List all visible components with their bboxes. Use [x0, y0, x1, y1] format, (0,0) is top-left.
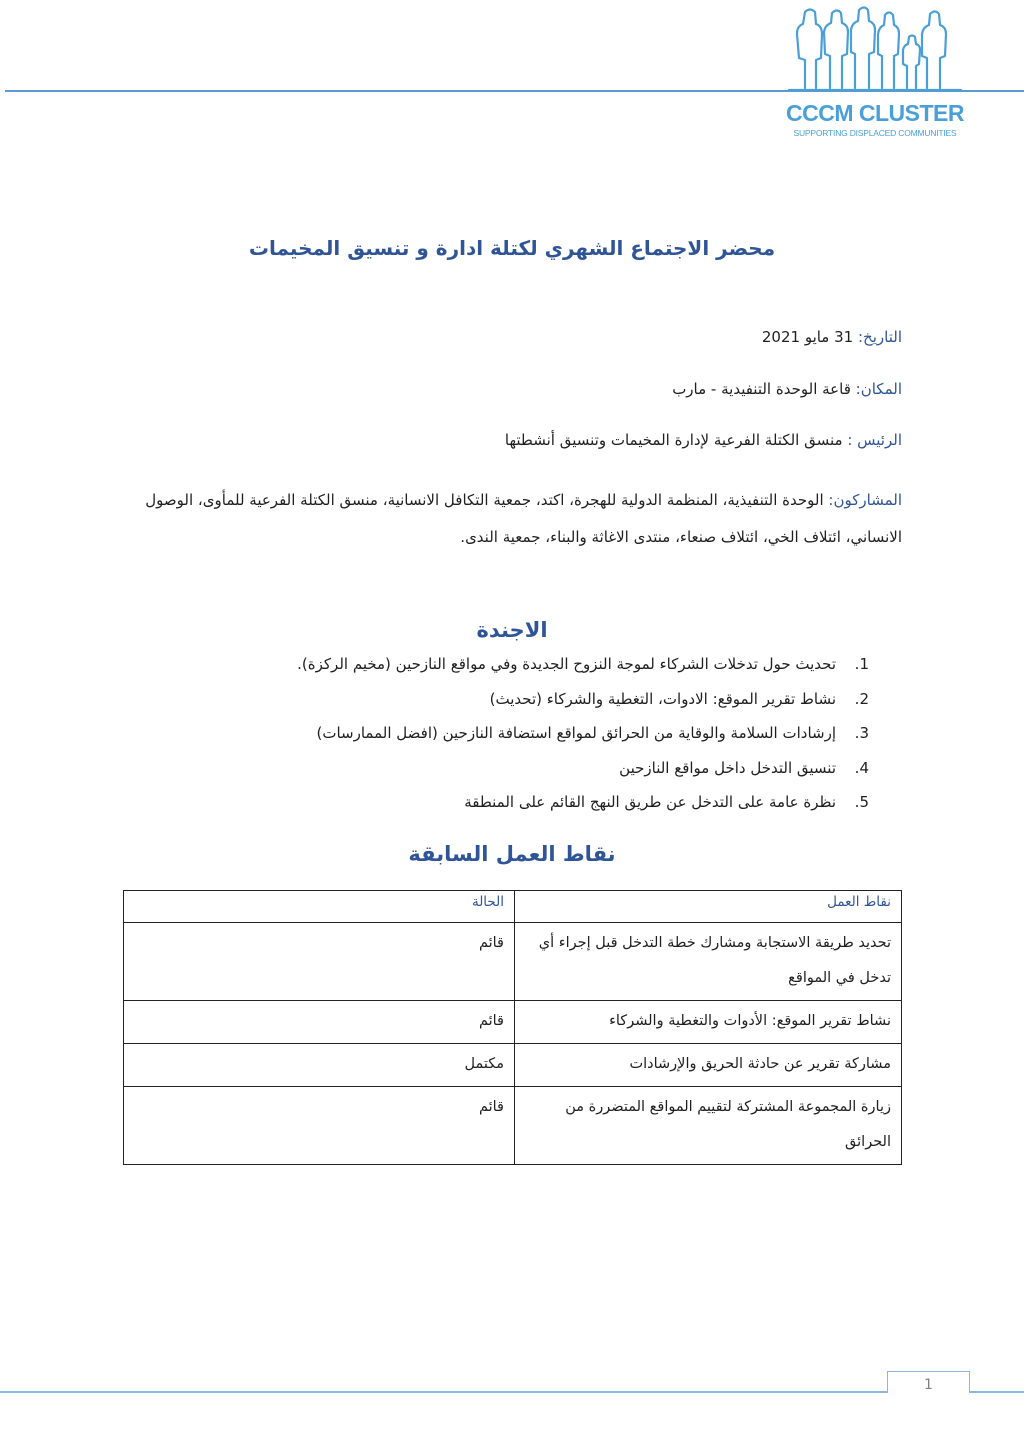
agenda-item-number: 3. [854, 724, 869, 742]
agenda-item-number: 4. [854, 758, 869, 777]
date-label: التاريخ: [858, 328, 902, 346]
chair-label: الرئيس : [847, 431, 902, 449]
status-cell: مكتمل [124, 1044, 515, 1087]
page-number-box [887, 1371, 970, 1393]
people-silhouettes-icon [785, 4, 965, 96]
table-row [124, 1001, 902, 1044]
logo-name: CCCM CLUSTER [786, 100, 964, 126]
agenda-item [297, 650, 869, 685]
agenda-item-text: تحديث حول تدخلات الشركاء لموجة النزوح الجديدة وفي مواقع النازحين (مخيم الركزة). [297, 655, 836, 673]
place-label: المكان: [855, 380, 902, 398]
cccm-logo [785, 4, 965, 144]
place-value: قاعة الوحدة التنفيدية - مارب [672, 380, 851, 398]
footer-rule [0, 1391, 1024, 1393]
participants-label: المشاركون: [828, 491, 902, 509]
table-row [124, 1044, 902, 1087]
status-cell: قائم [124, 1087, 515, 1165]
agenda-list [297, 650, 869, 823]
meta-place [672, 380, 902, 398]
previous-actions-heading: نقاط العمل السابقة [408, 842, 616, 866]
agenda-item [297, 754, 869, 789]
agenda-item-text: إرشادات السلامة والوقاية من الحرائق لمواقع استضافة النازحين (افضل الممارسات) [316, 724, 836, 742]
table-row [124, 923, 902, 1001]
agenda-heading: الاجندة [476, 618, 548, 642]
action-cell: تحديد طريقة الاستجابة ومشارك خطة التدخل قبل إجراء أي تدخل في المواقع [515, 923, 902, 1001]
action-cell: مشاركة تقرير عن حادثة الحريق والإرشادات [515, 1044, 902, 1087]
date-value: 31 مايو 2021 [761, 328, 854, 346]
agenda-item-text: نشاط تقرير الموقع: الادوات، التغطية والشركاء (تحديث) [489, 689, 836, 708]
column-header-status: الحالة [124, 891, 515, 923]
table-row [124, 1087, 902, 1165]
participants-value: الوحدة التنفيذية، المنظمة الدولية للهجرة، اكتد، جمعية التكافل الانسانية، منسق الكتلة الفرعية للمأوى، الوصول الانساني، ائتلاف الخي، ائتلاف صنعاء، منتدى الاغاثة والبناء، جمعية الندى. [145, 491, 902, 546]
page-number: 1 [924, 1377, 933, 1393]
agenda-item-number: 2. [854, 689, 869, 708]
action-cell: زيارة المجموعة المشتركة لتقييم المواقع المتضررة من الحرائق [515, 1087, 902, 1165]
document-title: محضر الاجتماع الشهري لكتلة ادارة و تنسيق المخيمات [248, 236, 776, 260]
previous-actions-table [123, 890, 902, 1165]
meta-participants [130, 482, 902, 556]
agenda-item-number: 5. [854, 793, 869, 811]
agenda-item [297, 788, 869, 823]
agenda-item-text: نظرة عامة على التدخل عن طريق النهج القائم على المنطقة [464, 793, 836, 811]
agenda-item [297, 685, 869, 720]
table-header-row [124, 891, 902, 923]
agenda-item [297, 719, 869, 754]
column-header-action: نقاط العمل [515, 891, 902, 923]
meta-chair [505, 431, 902, 449]
meta-date [762, 328, 902, 346]
agenda-item-number: 1. [854, 655, 869, 673]
action-cell: نشاط تقرير الموقع: الأدوات والتغطية والشركاء [515, 1001, 902, 1044]
status-cell: قائم [124, 923, 515, 1001]
agenda-item-text: تنسيق التدخل داخل مواقع النازحين [619, 758, 836, 777]
chair-value: منسق الكتلة الفرعية لإدارة المخيمات وتنسيق أنشطتها [504, 431, 843, 449]
logo-tagline: SUPPORTING DISPLACED COMMUNITIES [793, 128, 957, 138]
status-cell: قائم [124, 1001, 515, 1044]
